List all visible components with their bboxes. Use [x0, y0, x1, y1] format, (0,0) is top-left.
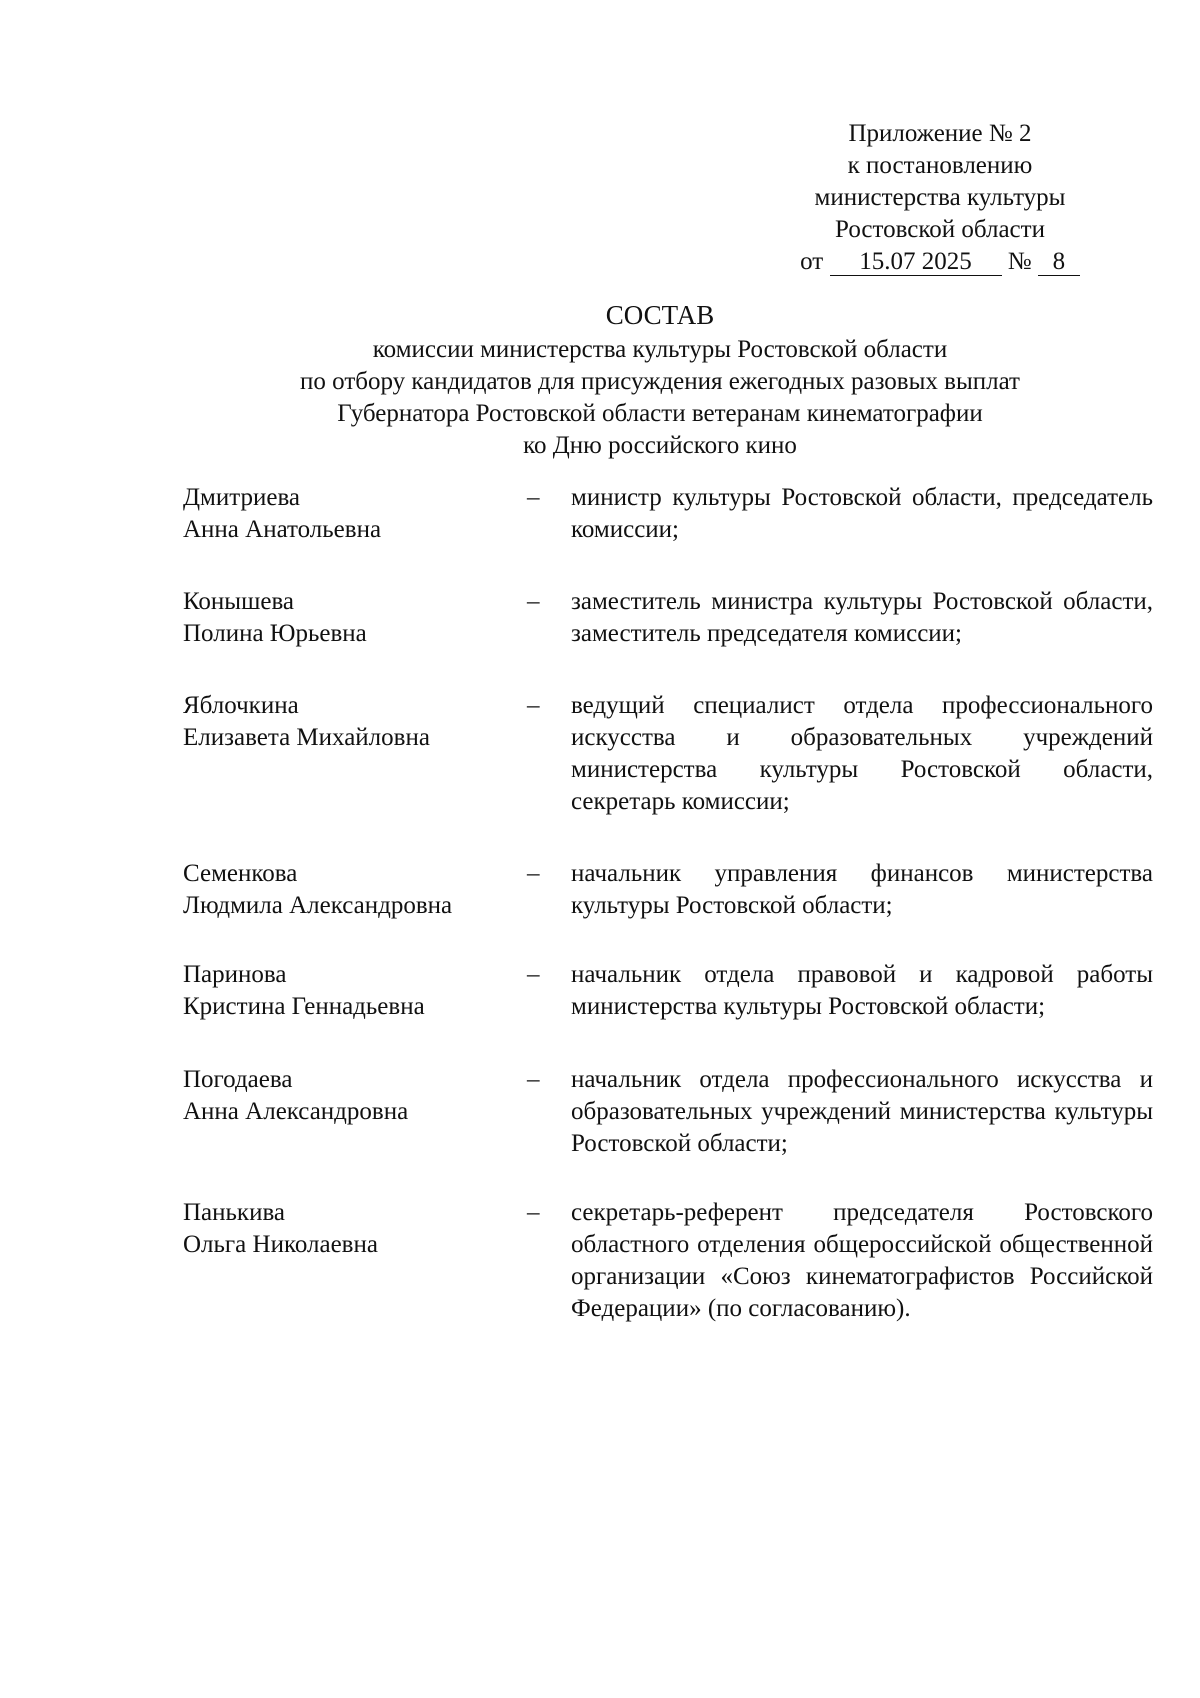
- title-line: ко Дню российского кино: [523, 432, 797, 459]
- member-given-name: Анна Анатольевна: [183, 516, 382, 543]
- member-row: [183, 1064, 1153, 1160]
- member-dash: –: [527, 484, 540, 511]
- member-row: [183, 959, 1153, 1023]
- title-line: по отбору кандидатов для присуждения ежегодных разовых выплат: [300, 368, 1020, 395]
- member-name: [183, 1197, 527, 1261]
- title-heading: СОСТАВ: [605, 300, 715, 330]
- member-given-name: Людмила Александровна: [183, 892, 453, 919]
- title-line: комиссии министерства культуры Ростовской области: [372, 336, 948, 363]
- member-row: [183, 690, 1153, 818]
- document-title: [160, 298, 1160, 462]
- member-name: [183, 858, 527, 922]
- member-role: начальник управления финансов министерства культуры Ростовской области;: [571, 860, 1153, 919]
- member-dash: –: [527, 692, 540, 719]
- member-given-name: Полина Юрьевна: [183, 620, 367, 647]
- appendix-header: [780, 118, 1100, 278]
- date-prefix: от: [800, 248, 824, 275]
- member-given-name: Анна Александровна: [183, 1098, 409, 1125]
- member-surname: Яблочкина: [183, 692, 299, 719]
- member-dash: –: [527, 1199, 540, 1226]
- member-dash: –: [527, 961, 540, 988]
- member-name: [183, 959, 527, 1023]
- member-dash: –: [527, 860, 540, 887]
- title-line: Губернатора Ростовской области ветеранам кинематографии: [337, 400, 983, 427]
- title-subtitle: [160, 334, 1160, 462]
- number-prefix: №: [1007, 248, 1032, 275]
- member-surname: Паринова: [183, 961, 287, 988]
- member-given-name: Кристина Геннадьевна: [183, 993, 425, 1020]
- appendix-reference: к постановлению: [847, 152, 1033, 179]
- member-surname: Семенкова: [183, 860, 298, 887]
- member-name: [183, 1064, 527, 1128]
- member-given-name: Елизавета Михайловна: [183, 724, 430, 751]
- member-role: министр культуры Ростовской области, председатель комиссии;: [571, 484, 1153, 543]
- appendix-date-line: [780, 246, 1100, 278]
- member-role: начальник отдела правовой и кадровой работы министерства культуры Ростовской области;: [571, 961, 1153, 1020]
- member-given-name: Ольга Николаевна: [183, 1231, 378, 1258]
- member-role: секретарь-референт председателя Ростовского областного отделения общероссийской общественной организации «Союз кинематографистов Российской Федерации» (по согласованию).: [571, 1199, 1153, 1322]
- member-surname: Дмитриева: [183, 484, 301, 511]
- member-dash: –: [527, 588, 540, 615]
- member-surname: Конышева: [183, 588, 295, 615]
- appendix-ministry: министерства культуры: [814, 184, 1066, 211]
- member-surname: Погодаева: [183, 1066, 293, 1093]
- commission-members-list: [183, 482, 1153, 1325]
- decree-date: 15.07 2025: [830, 249, 1002, 276]
- member-dash: –: [527, 1066, 540, 1093]
- member-row: [183, 482, 1153, 546]
- member-surname: Панькива: [183, 1199, 286, 1226]
- member-name: [183, 586, 527, 650]
- member-role: начальник отдела профессионального искусства и образовательных учреждений министерства культуры Ростовской области;: [571, 1066, 1153, 1157]
- member-row: [183, 858, 1153, 922]
- member-row: [183, 586, 1153, 650]
- member-role: ведущий специалист отдела профессионального искусства и образовательных учреждений министерства культуры Ростовской области, секретарь комиссии;: [571, 692, 1153, 815]
- decree-number: 8: [1038, 249, 1080, 276]
- appendix-region: Ростовской области: [835, 216, 1045, 243]
- member-name: [183, 690, 527, 754]
- member-row: [183, 1197, 1153, 1325]
- appendix-number: Приложение № 2: [848, 120, 1032, 147]
- member-role: заместитель министра культуры Ростовской области, заместитель председателя комиссии;: [571, 588, 1153, 647]
- member-name: [183, 482, 527, 546]
